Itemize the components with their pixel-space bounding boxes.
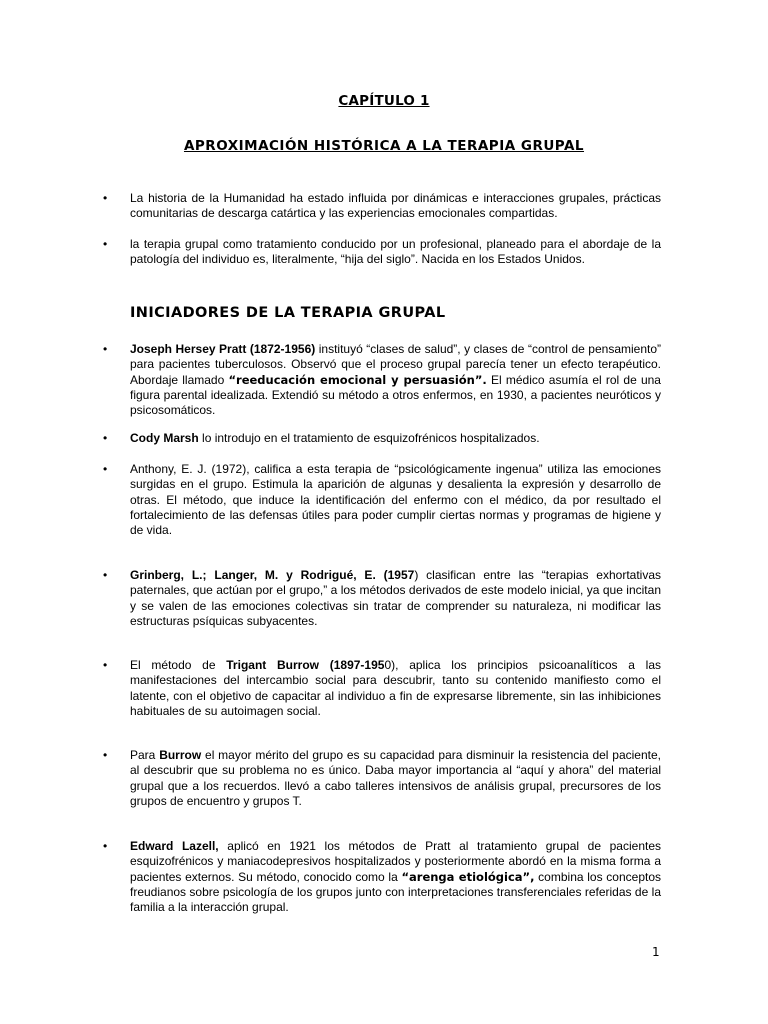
author-name: Burrow xyxy=(159,748,202,762)
paragraph-text: combina los conceptos freudianos sobre psicología de los grupos junto con interpretaciones transferenciales referidas de la familia a la interacción grupal. xyxy=(130,869,661,915)
list-item xyxy=(103,462,661,538)
page-number: 1 xyxy=(652,945,660,959)
paragraph-text: la terapia grupal como tratamiento conducido por un profesional, planeado para el abordaje de la patología del individuo es, literalmente, “hija del siglo”. Nacida en los Estados Unidos. xyxy=(130,237,661,267)
paragraph-text: El médico asumía el rol de una figura parental idealizada. Extendió su método a otros enfermos, en 1930, a pacientes neuróticos y psicosomáticos. xyxy=(130,372,661,418)
paragraph-text: 0), aplica los principios psicoanalíticos a las manifestaciones del intercambio social para descubrir, tanto su contenido manifiesto como el latente, con el objetivo de capacitar al individuo a fin de expresarse libremente, sin las inhibiciones habituales de su autoimagen social. xyxy=(130,658,661,718)
list-item xyxy=(103,568,661,629)
emphasis-text: “arenga etiológica”, xyxy=(401,869,535,884)
paragraph-text: Anthony, E. J. (1972), califica a esta terapia de “psicológicamente ingenua” utiliza las emociones surgidas en el grupo. Estimula la aparición de algunas y desalienta la expresión y desarrollo de otras. El método, que induce la identificación del enfermo con el médico, da por resultado el fortalecimiento de las defensas útiles para poder cumplir ciertas normas y programas de higiene y de vida. xyxy=(130,462,661,538)
bullet-icon: • xyxy=(103,237,108,251)
paragraph-text: Para xyxy=(130,748,160,762)
paragraph-text: el mayor mérito del grupo es su capacidad para disminuir la resistencia del paciente, al descubrir que su problema no es único. Daba mayor importancia al “aquí y ahora” del material grupal que a los recuerdos. llevó a cabo talleres intensivos de análisis grupal, precursores de los grupos de encuentro y grupos T. xyxy=(130,748,662,808)
author-name: Grinberg, L.; Langer, M. y Rodrigué, E. (1957 xyxy=(130,568,415,582)
list-item xyxy=(103,237,661,268)
chapter-label: CAPÍTULO 1 xyxy=(338,93,430,109)
bullet-icon: • xyxy=(103,342,108,356)
bullet-icon: • xyxy=(103,748,108,762)
bullet-icon: • xyxy=(103,658,108,672)
paragraph-text: instituyó “clases de salud”, y clases de “control de pensamiento” para pacientes tuberculosos. Observó que el proceso grupal parecía tener un efecto terapéutico. Abordaje llamado xyxy=(130,342,662,387)
paragraph-text: lo introdujo en el tratamiento de esquizofrénicos hospitalizados. xyxy=(198,431,540,445)
paragraph-text: El método de xyxy=(130,658,227,672)
bullet-icon: • xyxy=(103,462,108,476)
emphasis-text: “reeducación emocional y persuasión”. xyxy=(228,372,487,387)
list-item xyxy=(103,191,661,222)
bullet-icon: • xyxy=(103,431,108,445)
author-name: Trigant Burrow (1897-195 xyxy=(226,658,385,672)
list-item xyxy=(103,342,662,418)
list-item xyxy=(103,431,661,446)
bullet-icon: • xyxy=(103,191,108,205)
paragraph-text: ) clasifican entre las “terapias exhortativas paternales, que actúan por el grupo,” a los métodos derivados de este modelo inicial, ya que incitan y se valen de las emociones colectivas sin tratar de comprender su naturaleza, ni modificar las estructuras psíquicas subyacentes. xyxy=(130,568,661,628)
section-heading: INICIADORES DE LA TERAPIA GRUPAL xyxy=(130,305,446,321)
list-item xyxy=(103,748,662,809)
paragraph-text: aplicó en 1921 los métodos de Pratt al tratamiento grupal de pacientes esquizofrénicos y maniacodepresivos hospitalizados y posteriormente abordó en la misma forma a pacientes externos. Su método, conocido como la xyxy=(130,839,662,884)
paragraph-text: La historia de la Humanidad ha estado influida por dinámicas e interacciones grupales, prácticas comunitarias de descarga catártica y las experiencias emocionales compartidas. xyxy=(130,191,661,221)
list-item xyxy=(103,658,661,719)
author-name: Cody Marsh xyxy=(130,431,199,445)
list-item xyxy=(103,839,662,915)
author-name: Edward Lazell, xyxy=(130,839,219,853)
page-title: APROXIMACIÓN HISTÓRICA A LA TERAPIA GRUPAL xyxy=(183,138,585,154)
bullet-icon: • xyxy=(103,568,108,582)
bullet-icon: • xyxy=(103,839,108,853)
author-name: Joseph Hersey Pratt (1872-1956) xyxy=(130,342,316,356)
